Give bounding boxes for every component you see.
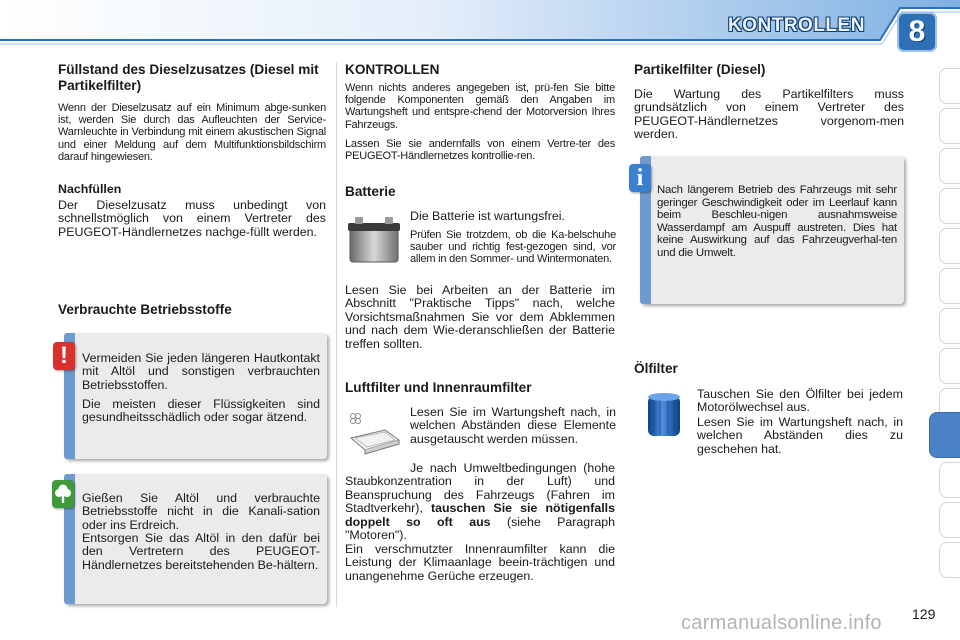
chapter-tab[interactable] (939, 268, 960, 304)
air-filter-title: Luftfilter und Innenraumfilter (345, 380, 532, 395)
oil-filter-text-2: Lesen Sie im Wartungsheft nach, in welchen Abständen dies zu geschehen hat. (697, 415, 903, 456)
air-filter-text-2b: tauschen Sie sie nötigenfalls doppelt so oft aus (345, 501, 615, 529)
environment-text-2: Entsorgen Sie das Altöl in den dafür bei den Vertretern des PEUGEOT-Händlernetzes bereitstehenden Be-hältern. (82, 531, 320, 572)
particle-filter-title: Partikelfilter (Diesel) (634, 62, 766, 77)
chapter-tab[interactable] (939, 462, 960, 498)
header-title: KONTROLLEN (728, 15, 865, 36)
diesel-additive-title: Füllstand des Dieselzusatzes (Diesel mit Partikelfilter) (58, 62, 319, 93)
chapter-tab[interactable] (939, 542, 960, 578)
battery-title: Batterie (345, 184, 396, 199)
chapter-tab[interactable] (939, 502, 960, 538)
checks-intro-1: Wenn nichts anderes angegeben ist, prü-fen Sie bitte folgende Komponenten gemäß den Angaben im Wartungsheft und entspre-chend der Motorversion Ihres Fahrzeugs. (345, 82, 615, 131)
environment-text-1: Gießen Sie Altöl und verbrauchte Betriebsstoffe nicht in die Kanali-sation oder ins Erdreich. (82, 491, 320, 532)
battery-icon (345, 214, 403, 266)
battery-text-2: Prüfen Sie trotzdem, ob die Ka-belschuhe sauber und richtig fest-gezogen sind, vor allem in den Sommer- und Wintermonaten. (410, 229, 616, 266)
tree-icon (52, 480, 74, 508)
air-filter-icon (345, 408, 401, 458)
oil-filter-text-1: Tauschen Sie den Ölfilter bei jedem Motorölwechsel aus. (697, 387, 903, 415)
chapter-tab[interactable] (939, 188, 960, 224)
air-filter-text-2c: (siehe Paragraph "Motoren"). (345, 514, 615, 543)
air-filter-text-2a: Je nach Umweltbedingungen (hohe Staubkonzentration in der Luft) und Beanspruchung des Fahrzeugs (Fahren im Stadtverkehr), (345, 461, 615, 516)
chapter-tab-active[interactable] (929, 412, 960, 458)
refill-title: Nachfüllen (58, 182, 122, 196)
air-filter-text-1: Lesen Sie im Wartungsheft nach, in welchen Abständen diese Elemente ausgetauscht werden müssen. (410, 405, 616, 446)
checks-intro-2: Lassen Sie sie andernfalls von einem Vertre-ter des PEUGEOT-Händlernetzes kontrollie-ren. (345, 138, 615, 163)
warning-text-1: Vermeiden Sie jeden längeren Hautkontakt mit Altöl und sonstigen verbrauchten Betriebsstoffen. (82, 351, 320, 392)
watermark: carmanualsonline.info (681, 612, 882, 634)
info-text: Nach längerem Betrieb des Fahrzeugs mit sehr geringer Geschwindigkeit oder im Leerlauf kann beim Beschleu-nigen ausnahmsweise Wasserdampf am Auspuff austreten. Dies hat keine Auswirkung auf das Fahrzeugverhal-ten und die Umwelt. (657, 184, 897, 259)
column-divider (336, 62, 337, 607)
air-filter-text-2 (345, 462, 615, 542)
chapter-tab[interactable] (939, 308, 960, 344)
page-number: 129 (912, 606, 936, 622)
checks-title: KONTROLLEN (345, 62, 440, 77)
air-filter-text-3: Ein verschmutzter Innenraumfilter kann die Leistung der Klimaanlage beein-trächtigen und unangenehme Gerüche erzeugen. (345, 542, 615, 583)
battery-text-1: Die Batterie ist wartungsfrei. (410, 209, 565, 223)
oil-filter-title: Ölfilter (634, 361, 678, 376)
battery-text-3: Lesen Sie bei Arbeiten an der Batterie im Abschnitt "Praktische Tipps" nach, welche Vorsichtsmaßnahmen Sie vor dem Abklemmen und nach dem Wie-deranschließen der Batterie treffen sollten. (345, 283, 615, 351)
warning-text-2: Die meisten dieser Flüssigkeiten sind gesundheitsschädlich oder sogar ätzend. (82, 397, 320, 425)
warning-icon: ! (53, 342, 75, 370)
info-icon: i (629, 164, 651, 192)
diesel-additive-text: Wenn der Dieselzusatz auf ein Minimum abge-sunken ist, werden Sie durch das Aufleuchten der Service-Warnleuchte in Verbindung mit einem akustischen Signal und einer Meldung auf dem Multifunktionsbildschirm darauf hingewiesen. (58, 102, 326, 163)
chapter-tab[interactable] (939, 68, 960, 104)
used-fluids-title: Verbrauchte Betriebsstoffe (58, 302, 232, 317)
chapter-tab[interactable] (939, 348, 960, 384)
oil-filter-icon (642, 390, 686, 442)
particle-filter-text: Die Wartung des Partikelfilters muss grundsätzlich von einem Vertreter des PEUGEOT-Händlernetzes vorgenom-men werden. (634, 87, 904, 142)
refill-text: Der Dieselzusatz muss unbedingt von schnellstmöglich von einem Vertreter des PEUGEOT-Händlernetzes nachge-füllt werden. (58, 198, 326, 239)
chapter-tab[interactable] (939, 108, 960, 144)
chapter-number: 8 (897, 12, 937, 52)
chapter-tab[interactable] (939, 148, 960, 184)
chapter-tab[interactable] (939, 228, 960, 264)
